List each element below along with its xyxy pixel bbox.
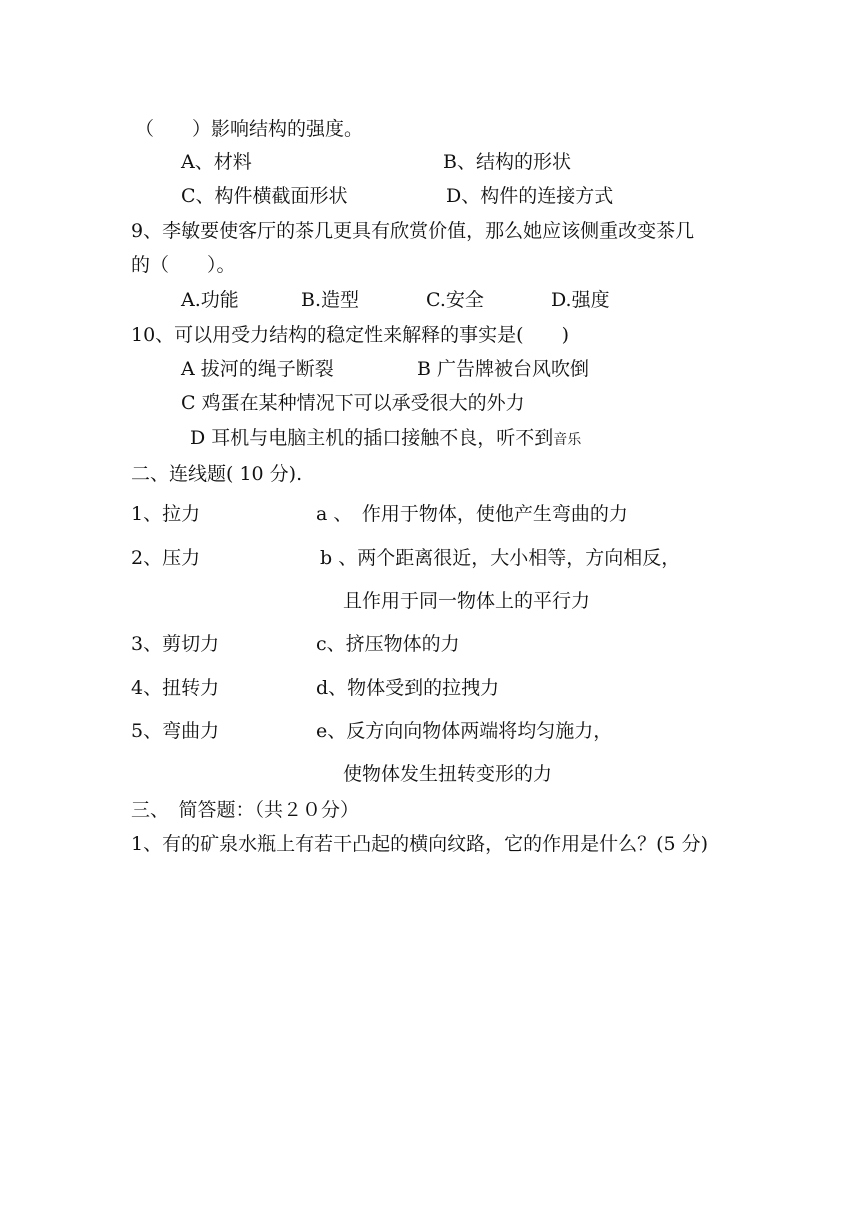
section3-title: 三、 简答题：（共２０分）: [131, 799, 360, 821]
section2-left-5: 5、弯曲力: [131, 720, 220, 742]
section2-left-2: 2、压力: [131, 547, 201, 569]
q10-stem: 10、可以用受力结构的稳定性来解释的事实是( ): [131, 324, 570, 346]
q9-stem-line2: 的（ ）。: [131, 254, 236, 276]
section2-right-b-cont: 且作用于同一物体上的平行力: [343, 590, 591, 612]
section2-right-d: d、物体受到的拉拽力: [316, 677, 500, 699]
q9-option-c: C.安全: [426, 289, 484, 311]
section2-right-e-cont: 使物体发生扭转变形的力: [343, 763, 553, 785]
section2-right-c: c、挤压物体的力: [316, 633, 460, 655]
q10-option-c: C 鸡蛋在某种情况下可以承受很大的外力: [181, 392, 525, 414]
q8-option-c: C、构件横截面形状: [181, 185, 348, 207]
section2-right-b: b 、两个距离很近，大小相等，方向相反，: [320, 547, 681, 569]
section2-right-a: a 、 作用于物体，使他产生弯曲的力: [316, 503, 628, 525]
q9-option-a: A.功能: [181, 289, 239, 311]
section3-q1: 1、有的矿泉水瓶上有若干凸起的横向纹路，它的作用是什么？(5 分): [131, 833, 709, 855]
section2-left-4: 4、扭转力: [131, 677, 220, 699]
q9-option-b: B.造型: [301, 289, 360, 311]
q10-option-a: A 拔河的绳子断裂: [181, 358, 334, 380]
q8-option-d: D、构件的连接方式: [446, 185, 614, 207]
q10-option-d-tail: 音乐: [553, 432, 582, 448]
q8-stem: （ ）影响结构的强度。: [135, 118, 364, 140]
q9-stem-line1: 9、李敏要使客厅的茶几更具有欣赏价值，那么她应该侧重改变茶几: [131, 220, 695, 242]
section2-left-3: 3、剪切力: [131, 633, 220, 655]
section2-title: 二、连线题( 10 分).: [131, 463, 303, 485]
q10-option-b: B 广告牌被台风吹倒: [417, 358, 590, 380]
q8-option-a: A、材料: [181, 151, 252, 173]
q9-option-d: D.强度: [551, 289, 610, 311]
section2-right-e: e、反方向向物体两端将均匀施力，: [316, 720, 613, 742]
q10-option-d: [190, 426, 581, 452]
q8-option-b: B、结构的形状: [443, 151, 571, 173]
q10-option-d-text: D 耳机与电脑主机的插口接触不良，听不到: [190, 427, 554, 449]
section2-left-1: 1、拉力: [131, 503, 201, 525]
